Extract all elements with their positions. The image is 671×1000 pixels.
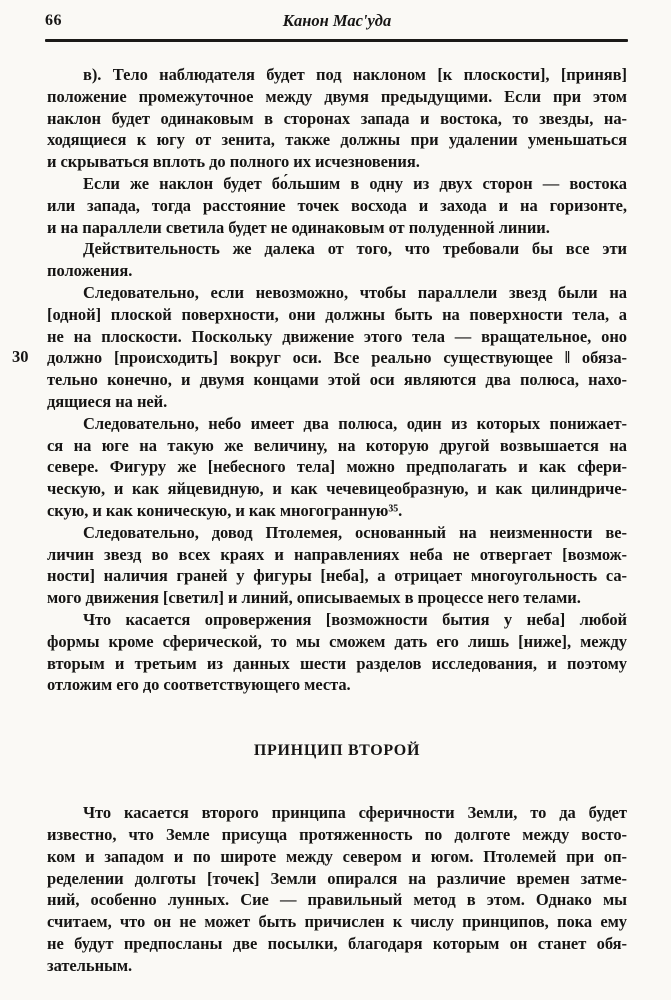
text-line: Действительность же далека от того, что требовали бы все эти bbox=[83, 239, 627, 259]
margin-line-number: 30 bbox=[12, 347, 29, 366]
text-line: и на параллели светила будет не одинаковым от полуденной линии. bbox=[47, 217, 550, 237]
page-body bbox=[47, 64, 627, 976]
text-line: зательным. bbox=[47, 955, 133, 975]
text-line: или запада, тогда расстояние точек восхода и захода и на горизонте, bbox=[47, 195, 627, 215]
text-line: дящиеся на ней. bbox=[47, 391, 168, 411]
paragraph bbox=[47, 173, 627, 238]
text-line: ческую, и как яйцевидную, и как чечевицеобразную, и как цилиндриче- bbox=[47, 479, 627, 499]
text-line: ний, особенно лунных. Сие — правильный метод в этом. Однако мы bbox=[47, 890, 627, 910]
paragraph bbox=[47, 802, 627, 976]
text-line: Что касается второго принципа сферичности Земли, то да будет bbox=[83, 803, 627, 823]
paragraph bbox=[47, 413, 627, 522]
text-line: Следовательно, небо имеет два полюса, один из которых понижает- bbox=[83, 413, 627, 433]
text-line: вторым и третьим из данных шести разделов исследования, и поэтому bbox=[47, 653, 627, 673]
text-line: не на плоскости. Поскольку движение этого тела — вращательное, оно bbox=[47, 326, 627, 346]
text-line: Что касается опровержения [возможности бытия у неба] любой bbox=[83, 609, 627, 629]
running-title: Канон Мас'уда bbox=[282, 11, 392, 30]
text-line: ком и западом и по широте между севером и югом. Птолемей при оп- bbox=[47, 846, 627, 866]
text-line: известно, что Земле присуща протяженность по долготе между восто- bbox=[47, 824, 627, 844]
text-line: личин звезд во всех краях и направлениях неба не отвергает [возмож- bbox=[47, 544, 627, 564]
text-line: скую, и как коническую, и как многогранную³⁵. bbox=[47, 500, 403, 520]
text-line: ности] наличия граней у фигуры [неба], а отрицает многоугольность са- bbox=[47, 566, 627, 586]
text-line: считаем, что он не может быть причислен к числу принципов, пока ему bbox=[47, 912, 627, 932]
section-heading: ПРИНЦИП ВТОРОЙ bbox=[253, 742, 421, 760]
text-line: и скрываться вплоть до полного их исчезновения. bbox=[47, 152, 420, 172]
paragraph bbox=[47, 282, 627, 413]
text-line: Следовательно, если невозможно, чтобы параллели звезд были на bbox=[83, 282, 627, 302]
text-line: должно [происходить] вокруг оси. Все реально существующее ‖ обяза- bbox=[47, 348, 627, 368]
text-line: ходящиеся к югу от зенита, также должны при удалении уменьшаться bbox=[47, 130, 627, 150]
text-line: формы кроме сферической, то мы сможем дать его лишь [ниже], между bbox=[47, 631, 627, 651]
text-line: Следовательно, довод Птолемея, основанный на неизменности ве- bbox=[83, 522, 627, 542]
text-line: положение промежуточное между двумя предыдущими. Если при этом bbox=[47, 86, 627, 106]
paragraph bbox=[47, 609, 627, 696]
text-line: не будут предпосланы две посылки, благодаря которым он станет обя- bbox=[47, 933, 627, 953]
text-line: наклон будет одинаковым в сторонах запада и востока, то звезды, на- bbox=[47, 108, 627, 128]
paragraph bbox=[47, 522, 627, 609]
page-number: 66 bbox=[45, 12, 62, 29]
text-line: ределении долготы [точек] Земли опирался на различие времен затме- bbox=[47, 868, 627, 888]
text-line: [одной] плоской поверхности, они должны быть на поверхности тела, а bbox=[47, 304, 627, 324]
text-line: отложим его до соответствующего места. bbox=[47, 675, 351, 695]
header-rule bbox=[45, 39, 628, 42]
text-line: севере. Фигуру же [небесного тела] можно предполагать и как сфери- bbox=[47, 457, 627, 477]
text-line: Если же наклон будет бо́льшим в одну из двух сторон — востока bbox=[83, 173, 627, 193]
text-line: положения. bbox=[47, 261, 133, 281]
paragraph bbox=[47, 238, 627, 282]
paragraph bbox=[47, 64, 627, 173]
text-line: ся на юге на такую же величину, на которую другой возвышается на bbox=[47, 435, 627, 455]
text-line: в). Тело наблюдателя будет под наклоном [к плоскости], [приняв] bbox=[83, 65, 627, 84]
text-line: мого движения [светил] и линий, описываемых в процессе него телами. bbox=[47, 588, 581, 608]
text-line: тельно конечно, и двумя концами этой оси являются два полюса, нахо- bbox=[47, 370, 627, 390]
